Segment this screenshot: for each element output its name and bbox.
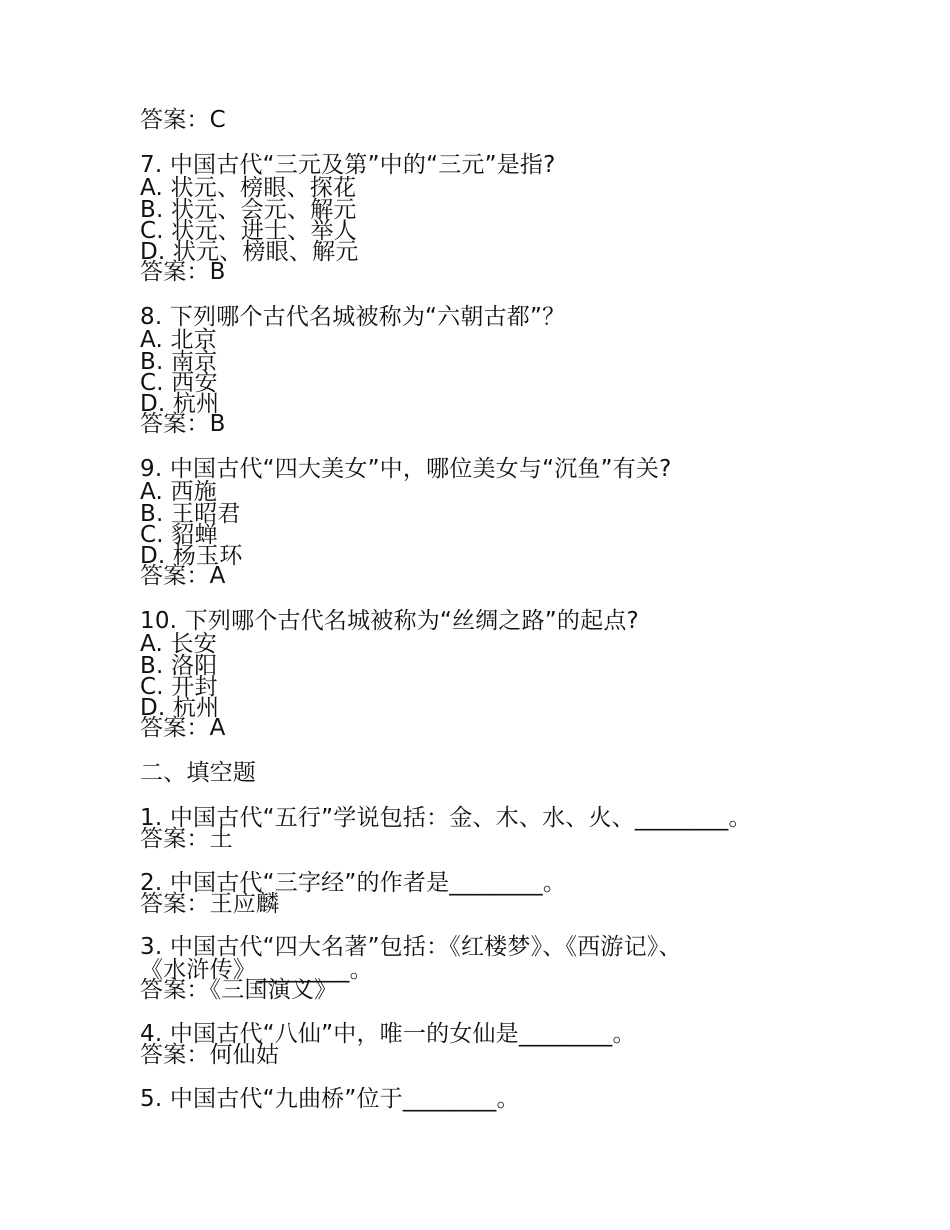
- fill-question-2: 2. 中国古代“三字经”的作者是________。: [140, 870, 567, 896]
- answer-text: 答案：何仙姑: [140, 1042, 280, 1068]
- option-b: B. 洛阳: [140, 653, 218, 679]
- answer-text: 答案：A: [140, 563, 226, 589]
- option-d: D. 杭州: [140, 391, 220, 417]
- answer-text: 答案：A: [140, 715, 226, 741]
- option-a: A. 状元、榜眼、探花: [140, 175, 357, 201]
- option-d: D. 杨玉环: [140, 543, 243, 569]
- fill-question-5: 5. 中国古代“九曲桥”位于________。: [140, 1086, 520, 1112]
- answer-text: 答案：C: [140, 107, 226, 133]
- option-c: C. 西安: [140, 370, 218, 396]
- question-9: 9. 中国古代“四大美女”中，哪位美女与“沉鱼”有关?: [140, 456, 672, 482]
- option-b: B. 王昭君: [140, 501, 241, 527]
- option-d: D. 状元、榜眼、解元: [140, 239, 359, 265]
- option-b: B. 南京: [140, 349, 218, 375]
- section-heading: 二、填空题: [140, 760, 256, 786]
- option-c: C. 开封: [140, 674, 218, 700]
- option-a: A. 西施: [140, 479, 217, 505]
- option-c: C. 貂蝉: [140, 522, 218, 548]
- fill-question-1: 1. 中国古代“五行”学说包括：金、木、水、火、________。: [140, 805, 752, 831]
- question-8: 8. 下列哪个古代名城被称为“六朝古都”？: [140, 304, 566, 330]
- answer-text: 答案：王应麟: [140, 891, 280, 917]
- option-b: B. 状元、会元、解元: [140, 197, 357, 223]
- option-c: C. 状元、进士、举人: [140, 218, 357, 244]
- question-10: 10. 下列哪个古代名城被称为“丝绸之路”的起点?: [140, 608, 639, 634]
- fill-question-4: 4. 中国古代“八仙”中，唯一的女仙是________。: [140, 1021, 636, 1047]
- answer-text: 答案：B: [140, 259, 226, 285]
- option-d: D. 杭州: [140, 695, 220, 721]
- answer-text: 答案：土: [140, 826, 233, 852]
- fill-question-3: 3. 中国古代“四大名著”包括：《红楼梦》、《西游记》、: [140, 934, 682, 960]
- answer-text: 答案：B: [140, 411, 226, 437]
- question-7: 7. 中国古代“三元及第”中的“三元”是指?: [140, 152, 556, 178]
- option-a: A. 北京: [140, 327, 217, 353]
- answer-text: 答案：《三国演义》: [140, 977, 338, 1003]
- fill-question-3-continued: 《水浒传》________。: [140, 957, 373, 983]
- option-a: A. 长安: [140, 631, 217, 657]
